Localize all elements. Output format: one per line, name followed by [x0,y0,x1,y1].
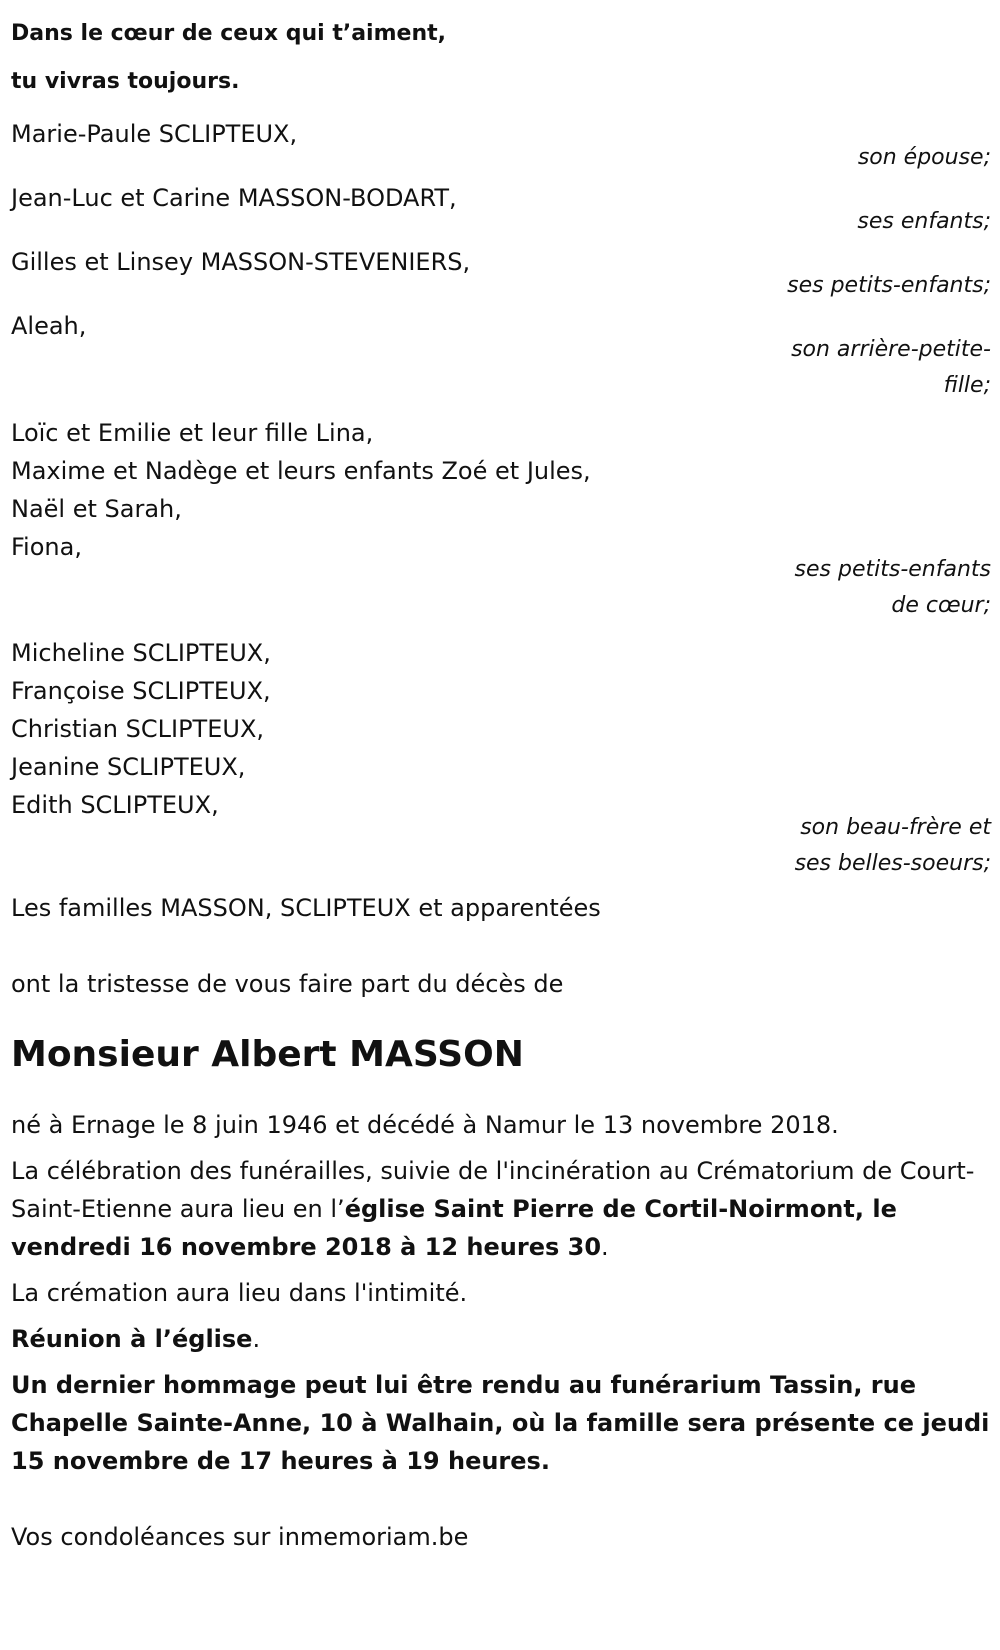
in-laws-names [11,634,991,824]
heart-grandchildren-relation-line-1: ses petits-enfants [794,557,991,582]
children-name: Jean-Luc et Carine MASSON-BODART, [11,184,457,212]
deceased-name: Monsieur Albert MASSON [11,1034,524,1075]
great-grandchild-relation-line-2: fille; [943,373,991,398]
in-laws-relation-line-1: son beau-frère et [800,815,991,840]
list-item: Edith SCLIPTEUX, [11,791,219,819]
great-grandchild-relation [741,330,991,406]
list-item: Naël et Sarah, [11,495,182,523]
epitaph-line-2: tu vivras toujours. [11,69,240,94]
heart-grandchildren-names [11,414,991,566]
grandchildren-name: Gilles et Linsey MASSON-STEVENIERS, [11,248,471,276]
family-group-grandchildren [11,242,991,306]
list-item: Maxime et Nadège et leurs enfants Zoé et Jules, [11,457,591,485]
tribute: Un dernier hommage peut lui être rendu au funérarium Tassin, rue Chapelle Sainte-Anne, 10 à Walhain, où la famille sera présente ce jeudi 15 novembre de 17 heures à 19 heures. [11,1371,990,1475]
list-item: Françoise SCLIPTEUX, [11,677,271,705]
meeting-end: . [252,1325,261,1353]
in-laws-relation [741,808,991,884]
condolences: Vos condoléances sur inmemoriam.be [11,1523,469,1551]
family-group-spouse [11,114,991,178]
list-item: Christian SCLIPTEUX, [11,715,265,743]
family-group-in-laws [11,634,991,884]
ceremony-place: église Saint Pierre de Cortil-Noirmont, le vendredi 16 novembre 2018 à 12 heures 30 [11,1195,897,1261]
cremation: La crémation aura lieu dans l'intimité. [11,1279,468,1307]
great-grandchild-relation-line-1: son arrière-petite- [791,337,991,362]
birth-death: né à Ernage le 8 juin 1946 et décédé à Namur le 13 novembre 2018. [11,1111,839,1139]
heart-grandchildren-relation [741,550,991,626]
list-item: Fiona, [11,533,82,561]
ceremony-intro: La célébration des funérailles, suivie de l'incinération au Crématorium de Court-Saint-Etienne aura lieu en l’ [11,1157,975,1223]
ceremony-end: . [601,1233,609,1261]
obituary-page [11,0,991,1556]
list-item: Loïc et Emilie et leur fille Lina, [11,419,374,447]
list-item: Micheline SCLIPTEUX, [11,639,271,667]
spouse-name: Marie-Paule SCLIPTEUX, [11,120,298,148]
families-line: Les familles MASSON, SCLIPTEUX et apparentées [11,894,601,922]
family-group-great-grandchild [11,306,991,406]
meeting [11,1320,991,1358]
family-list [11,114,991,928]
epitaph-line-1: Dans le cœur de ceux qui t’aiment, [11,21,446,46]
list-item: Jeanine SCLIPTEUX, [11,753,246,781]
family-group-children [11,178,991,242]
announcement: ont la tristesse de vous faire part du décès de [11,970,564,998]
heart-grandchildren-relation-line-2: de cœur; [891,593,991,618]
ceremony [11,1152,991,1266]
spouse-relation: son épouse; [857,145,991,170]
epitaph [11,0,991,106]
family-group-heart-grandchildren [11,414,991,626]
meeting-bold: Réunion à l’église [11,1325,253,1353]
children-relation: ses enfants; [857,209,991,234]
grandchildren-relation: ses petits-enfants; [787,273,991,298]
in-laws-relation-line-2: ses belles-soeurs; [794,851,991,876]
great-grandchild-name: Aleah, [11,312,87,340]
details [11,1106,991,1480]
